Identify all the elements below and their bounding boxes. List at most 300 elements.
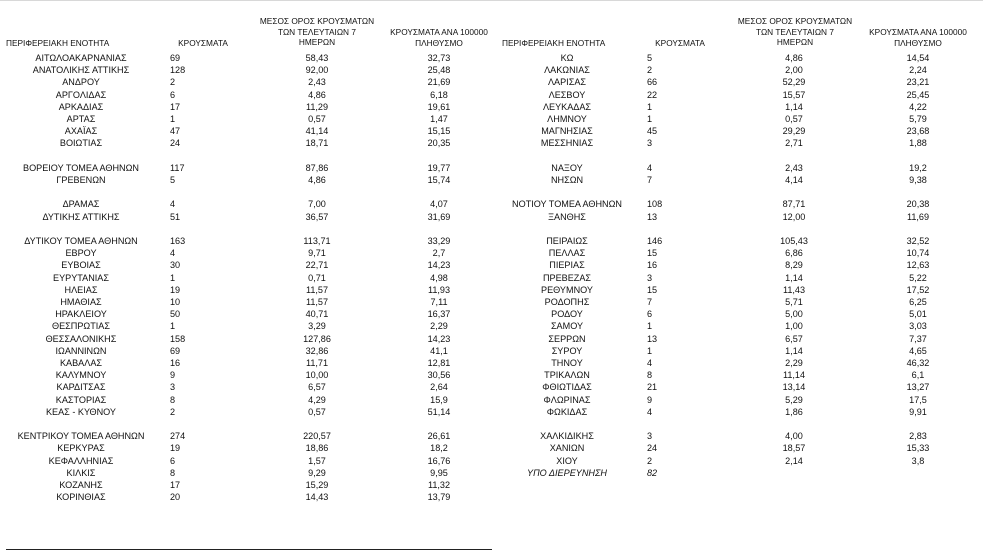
per-100000-cell: 32,73 [427, 53, 451, 63]
region-cell: ΑΡΓΟΛΙΔΑΣ [55, 89, 107, 100]
cases-cell: 19 [170, 284, 181, 295]
table-row [0, 442, 497, 454]
table-row [497, 467, 983, 479]
average-cell: 11,43 [782, 284, 806, 295]
region-cell: ΚΟΡΙΝΘΙΑΣ [56, 492, 106, 503]
cases-cell: 7 [647, 297, 653, 307]
average-cell: 220,57 [303, 431, 331, 442]
per-100000-cell: 14,23 [427, 333, 451, 344]
cases-cell: 17 [170, 480, 181, 490]
per-100000-cell: 1,88 [909, 138, 927, 149]
per-100000-cell: 4,98 [430, 272, 448, 283]
per-100000-cell: 2,24 [909, 65, 927, 76]
average-cell: 29,29 [782, 126, 806, 137]
average-cell: 52,29 [782, 77, 806, 88]
per-100000-cell: 4,07 [430, 199, 448, 210]
per-100000-cell: 5,22 [909, 272, 927, 283]
per-100000-cell: 32,52 [906, 236, 930, 246]
average-cell: 14,43 [305, 492, 329, 503]
average-cell: 105,43 [780, 236, 808, 246]
average-cell: 22,71 [305, 260, 329, 271]
table-row [497, 101, 983, 113]
average-cell: 0,57 [785, 114, 803, 124]
average-cell: 9,29 [308, 467, 326, 478]
table-row [0, 406, 497, 418]
cases-cell: 15 [647, 248, 658, 259]
per-100000-cell: 6,18 [430, 89, 448, 100]
region-cell: ΠΙΕΡΙΑΣ [549, 260, 585, 271]
region-cell: ΜΕΣΣΗΝΙΑΣ [540, 138, 594, 149]
per-100000-cell: 9,91 [909, 406, 927, 417]
cases-cell: 158 [170, 333, 186, 344]
table-row [0, 52, 497, 64]
region-cell: ΚΑΡΔΙΤΣΑΣ [56, 382, 106, 393]
per-100000-cell: 11,32 [427, 480, 451, 490]
cases-cell: 24 [170, 138, 181, 149]
table-row [497, 369, 983, 381]
per-100000-cell: 20,35 [427, 138, 451, 149]
region-cell: ΜΑΓΝΗΣΙΑΣ [541, 126, 593, 137]
per-100000-cell: 2,7 [432, 248, 446, 259]
region-cell: ΠΕΙΡΑΙΩΣ [546, 236, 588, 246]
per-100000-cell: 30,56 [427, 370, 451, 381]
per-100000-cell: 19,2 [909, 162, 927, 173]
table-row [497, 308, 983, 320]
table-row [0, 64, 497, 76]
bottom-rule [6, 549, 492, 550]
header-region: ΠΕΡΙΦΕΡΕΙΑΚΗ ΕΝΟΤΗΤΑ [502, 38, 606, 48]
cases-cell: 66 [647, 77, 658, 88]
header-cases: ΚΡΟΥΣΜΑΤΑ [655, 38, 705, 48]
cases-cell: 8 [170, 467, 176, 478]
average-cell: 4,86 [785, 53, 803, 63]
table-row [497, 394, 983, 406]
table-row [0, 259, 497, 271]
region-cell: ΘΕΣΠΡΩΤΙΑΣ [52, 321, 110, 332]
region-cell: ΕΒΡΟΥ [65, 248, 97, 259]
table-row [497, 89, 983, 101]
average-cell: 4,14 [785, 175, 803, 185]
table-row [0, 247, 497, 259]
region-cell: ΧΙΟΥ [556, 455, 578, 466]
average-cell: 58,43 [305, 53, 329, 63]
per-100000-cell: 15,33 [906, 443, 930, 454]
region-cell: ΔΥΤΙΚΗΣ ΑΤΤΙΚΗΣ [42, 211, 120, 222]
cases-cell: 4 [647, 406, 653, 417]
average-cell: 127,86 [303, 333, 331, 344]
average-cell: 0,57 [308, 114, 326, 124]
region-cell: ΚΑΣΤΟΡΙΑΣ [55, 394, 107, 405]
cases-cell: 22 [647, 89, 658, 100]
cases-cell: 69 [170, 53, 181, 63]
average-cell: 2,29 [785, 358, 803, 368]
header-average-7-days [730, 16, 860, 48]
table-row [497, 211, 983, 223]
table-row [0, 174, 497, 186]
cases-cell: 5 [170, 175, 176, 185]
cases-cell: 17 [170, 101, 181, 112]
header-per-100000-line: ΠΛΗΘΥΣΜΟ [415, 37, 463, 48]
per-100000-cell: 7,37 [909, 333, 927, 344]
cases-cell: 146 [647, 236, 663, 246]
per-100000-cell: 4,22 [909, 101, 927, 112]
table-row [497, 345, 983, 357]
per-100000-cell: 7,11 [430, 297, 448, 307]
region-cell: ΚΙΛΚΙΣ [66, 467, 96, 478]
region-cell: ΣΕΡΡΩΝ [548, 333, 586, 344]
cases-cell: 6 [170, 455, 176, 466]
cases-cell: 4 [170, 199, 176, 210]
table-row [497, 357, 983, 369]
table-row [497, 137, 983, 149]
region-cell: ΧΑΝΙΩΝ [549, 443, 585, 454]
region-cell: ΚΕΦΑΛΛΗΝΙΑΣ [48, 455, 114, 466]
per-100000-cell: 3,8 [911, 455, 925, 466]
average-cell: 41,14 [305, 126, 329, 137]
header-per-100000 [857, 27, 979, 48]
region-cell: ΔΥΤΙΚΟΥ ΤΟΜΕΑ ΑΘΗΝΩΝ [24, 236, 138, 246]
region-cell: ΠΕΛΛΑΣ [548, 248, 586, 259]
table-row [497, 162, 983, 174]
average-cell: 1,14 [785, 345, 803, 356]
per-100000-cell: 23,21 [906, 77, 930, 88]
per-100000-cell: 21,69 [427, 77, 451, 88]
per-100000-cell: 4,65 [909, 345, 927, 356]
average-cell: 11,29 [305, 101, 329, 112]
per-100000-cell: 31,69 [427, 211, 451, 222]
cases-cell: 24 [647, 443, 658, 454]
table-row [497, 430, 983, 442]
region-cell: ΑΡΚΑΔΙΑΣ [58, 101, 104, 112]
table-row [0, 491, 497, 503]
region-cell: ΦΘΙΩΤΙΔΑΣ [542, 382, 592, 393]
per-100000-cell: 13,79 [427, 492, 451, 503]
region-cell: ΗΡΑΚΛΕΙΟΥ [55, 309, 107, 320]
table-row [0, 357, 497, 369]
table-row [0, 430, 497, 442]
table-row [497, 284, 983, 296]
cases-cell: 4 [170, 248, 176, 259]
table-row [0, 284, 497, 296]
average-cell: 15,29 [305, 480, 329, 490]
per-100000-cell: 5,01 [909, 309, 927, 320]
table-row [0, 162, 497, 174]
average-cell: 1,57 [308, 455, 326, 466]
cases-cell: 4 [647, 162, 653, 173]
region-cell: ΔΡΑΜΑΣ [62, 199, 100, 210]
region-cell: ΝΗΣΩΝ [550, 175, 584, 185]
per-100000-cell: 25,45 [906, 89, 930, 100]
table-row [0, 296, 497, 308]
cases-cell: 274 [170, 431, 186, 442]
per-100000-cell: 13,27 [906, 382, 930, 393]
region-cell: ΚΕΑΣ - ΚΥΘΝΟΥ [45, 406, 116, 417]
cases-cell: 1 [647, 321, 653, 332]
table-row [497, 76, 983, 88]
header-region: ΠΕΡΙΦΕΡΕΙΑΚΗ ΕΝΟΤΗΤΑ [6, 38, 110, 48]
cases-cell: 2 [647, 65, 653, 76]
cases-cell: 47 [170, 126, 181, 137]
average-cell: 6,86 [785, 248, 803, 259]
cases-cell: 1 [170, 114, 176, 124]
per-100000-cell: 33,29 [427, 236, 451, 246]
cases-cell: 51 [170, 211, 181, 222]
average-cell: 2,14 [785, 455, 803, 466]
region-cell: ΝΑΞΟΥ [551, 162, 583, 173]
average-cell: 1,86 [785, 406, 803, 417]
per-100000-cell: 5,79 [909, 114, 927, 124]
top-border [0, 0, 983, 1]
average-cell: 11,14 [782, 370, 806, 381]
average-cell: 87,86 [305, 162, 329, 173]
region-cell: ΑΙΤΩΛΟΑΚΑΡΝΑΝΙΑΣ [35, 53, 127, 63]
average-cell: 40,71 [305, 309, 329, 320]
region-cell: ΑΝΑΤΟΛΙΚΗΣ ΑΤΤΙΚΗΣ [32, 65, 130, 76]
region-cell: ΙΩΑΝΝΙΝΩΝ [55, 345, 107, 356]
average-cell: 92,00 [305, 65, 329, 76]
region-cell: ΚΑΛΥΜΝΟΥ [55, 370, 107, 381]
cases-cell: 6 [647, 309, 653, 320]
cases-cell: 69 [170, 345, 181, 356]
region-cell: ΚΑΒΑΛΑΣ [59, 358, 103, 368]
region-cell: ΚΕΝΤΡΙΚΟΥ ΤΟΜΕΑ ΑΘΗΝΩΝ [17, 431, 145, 442]
average-cell: 1,14 [785, 101, 803, 112]
region-cell: ΤΡΙΚΑΛΩΝ [544, 370, 590, 381]
average-cell: 113,71 [303, 236, 331, 246]
cases-cell: 15 [647, 284, 658, 295]
region-cell: ΧΑΛΚΙΔΙΚΗΣ [540, 431, 594, 442]
region-cell: ΠΡΕΒΕΖΑΣ [542, 272, 592, 283]
table-row [0, 455, 497, 467]
table-row [0, 137, 497, 149]
average-cell: 2,71 [785, 138, 803, 149]
average-cell: 3,29 [308, 321, 326, 332]
average-cell: 1,00 [785, 321, 803, 332]
table-row [0, 369, 497, 381]
header-average-7-days [252, 16, 382, 48]
table-row [497, 455, 983, 467]
per-100000-cell: 1,47 [430, 114, 448, 124]
cases-cell: 4 [647, 358, 653, 368]
per-100000-cell: 14,54 [906, 53, 930, 63]
region-cell: ΥΠΟ ΔΙΕΡΕΥΝΗΣΗ [527, 467, 607, 478]
per-100000-cell: 17,52 [906, 284, 930, 295]
per-100000-cell: 15,9 [430, 394, 448, 405]
average-cell: 18,86 [305, 443, 329, 454]
cases-cell: 6 [170, 89, 176, 100]
cases-cell: 9 [170, 370, 176, 381]
cases-cell: 2 [647, 455, 653, 466]
average-cell: 5,00 [785, 309, 803, 320]
cases-cell: 2 [170, 77, 176, 88]
cases-cell: 21 [647, 382, 658, 393]
header-cases: ΚΡΟΥΣΜΑΤΑ [178, 38, 228, 48]
header-per-100000-line: ΚΡΟΥΣΜΑΤΑ ΑΝΑ 100000 [390, 27, 488, 37]
per-100000-cell: 11,69 [906, 211, 930, 222]
average-cell: 8,29 [785, 260, 803, 271]
average-cell: 13,14 [782, 382, 806, 393]
table-row [0, 89, 497, 101]
cases-cell: 7 [647, 175, 653, 185]
region-cell: ΛΕΥΚΑΔΑΣ [542, 101, 592, 112]
per-100000-cell: 14,23 [427, 260, 451, 271]
average-cell: 4,00 [785, 431, 803, 442]
region-cell: ΑΧΑΪΑΣ [64, 126, 98, 137]
table-row [0, 235, 497, 247]
per-100000-cell: 15,74 [427, 175, 451, 185]
per-100000-cell: 9,95 [430, 467, 448, 478]
average-cell: 1,14 [785, 272, 803, 283]
region-cell: ΑΝΔΡΟΥ [62, 77, 100, 88]
region-cell: ΕΥΒΟΙΑΣ [61, 260, 101, 271]
per-100000-cell: 19,77 [427, 162, 451, 173]
cases-cell: 9 [647, 394, 653, 405]
region-cell: ΦΩΚΙΔΑΣ [546, 406, 588, 417]
per-100000-cell: 6,1 [911, 370, 925, 381]
cases-cell: 1 [170, 272, 176, 283]
table-row [0, 320, 497, 332]
per-100000-cell: 12,81 [427, 358, 451, 368]
region-cell: ΚΩ [560, 53, 574, 63]
average-cell: 9,71 [308, 248, 326, 259]
table-row [497, 259, 983, 271]
average-cell: 11,57 [305, 297, 329, 307]
per-100000-cell: 16,76 [427, 455, 451, 466]
table-row [497, 174, 983, 186]
table-row [497, 198, 983, 210]
region-cell: ΛΑΡΙΣΑΣ [547, 77, 587, 88]
per-100000-cell: 12,63 [906, 260, 930, 271]
average-cell: 87,71 [782, 199, 806, 210]
region-cell: ΘΕΣΣΑΛΟΝΙΚΗΣ [45, 333, 117, 344]
table-row [497, 381, 983, 393]
region-cell: ΦΛΩΡΙΝΑΣ [543, 394, 591, 405]
region-cell: ΡΟΔΟΠΗΣ [544, 297, 590, 307]
table-row [0, 272, 497, 284]
average-cell: 4,86 [308, 89, 326, 100]
table-row [0, 101, 497, 113]
header-average-line: ΤΩΝ ΤΕΛΕΥΤΑΙΩΝ 7 [278, 26, 356, 37]
table-row [497, 64, 983, 76]
average-cell: 36,57 [305, 211, 329, 222]
cases-cell: 16 [170, 358, 181, 368]
average-cell: 11,57 [305, 284, 329, 295]
cases-cell: 1 [647, 114, 653, 124]
cases-cell: 1 [647, 101, 653, 112]
per-100000-cell: 9,38 [909, 175, 927, 185]
cases-cell: 3 [647, 138, 653, 149]
header-per-100000-line: ΚΡΟΥΣΜΑΤΑ ΑΝΑ 100000 [869, 27, 967, 37]
table-row [0, 211, 497, 223]
cases-cell: 45 [647, 126, 658, 137]
table-row [0, 479, 497, 491]
region-cell: ΣΥΡΟΥ [551, 345, 583, 356]
region-cell: ΡΟΔΟΥ [551, 309, 583, 320]
per-100000-cell: 2,64 [430, 382, 448, 393]
table-row [497, 320, 983, 332]
region-cell: ΤΗΝΟΥ [551, 358, 583, 368]
per-100000-cell: 51,14 [427, 406, 451, 417]
cases-cell: 16 [647, 260, 658, 271]
average-cell: 2,43 [308, 77, 326, 88]
per-100000-cell: 2,29 [430, 321, 448, 332]
per-100000-cell: 11,93 [427, 284, 451, 295]
cases-cell: 10 [170, 297, 181, 307]
average-cell: 4,86 [308, 175, 326, 185]
cases-cell: 3 [647, 272, 653, 283]
region-cell: ΛΑΚΩΝΙΑΣ [544, 65, 590, 76]
cases-cell: 13 [647, 333, 658, 344]
table-row [0, 113, 497, 125]
table-row [497, 272, 983, 284]
average-cell: 2,43 [785, 162, 803, 173]
region-cell: ΒΟΡΕΙΟΥ ΤΟΜΕΑ ΑΘΗΝΩΝ [23, 162, 139, 173]
header-per-100000 [378, 27, 500, 48]
cases-cell: 19 [170, 443, 181, 454]
cases-cell: 1 [647, 345, 653, 356]
average-cell: 2,00 [785, 65, 803, 76]
header-average-line: ΗΜΕΡΩΝ [776, 37, 814, 47]
header-average-line: ΤΩΝ ΤΕΛΕΥΤΑΙΩΝ 7 [756, 26, 834, 37]
per-100000-cell: 6,25 [909, 297, 927, 307]
region-cell: ΣΑΜΟΥ [550, 321, 584, 332]
cases-cell: 128 [170, 65, 186, 76]
cases-cell: 30 [170, 260, 181, 271]
table-row [497, 296, 983, 308]
per-100000-cell: 18,2 [430, 443, 448, 454]
table-row [497, 235, 983, 247]
cases-cell: 2 [170, 406, 176, 417]
table-row [497, 406, 983, 418]
average-cell: 5,71 [785, 297, 803, 307]
average-cell: 15,57 [782, 89, 806, 100]
table-row [497, 113, 983, 125]
average-cell: 12,00 [782, 211, 806, 222]
per-100000-cell: 23,68 [906, 126, 930, 137]
region-cell: ΡΕΘΥΜΝΟΥ [541, 284, 593, 295]
per-100000-cell: 46,32 [906, 358, 930, 368]
region-cell: ΕΥΡΥΤΑΝΙΑΣ [53, 272, 109, 283]
region-cell: ΗΛΕΙΑΣ [64, 284, 98, 295]
table-row [0, 467, 497, 479]
per-100000-cell: 20,38 [906, 199, 930, 210]
region-cell: ΚΟΖΑΝΗΣ [59, 480, 103, 490]
average-cell: 11,71 [305, 358, 329, 368]
cases-cell: 108 [647, 199, 663, 210]
table-row [497, 442, 983, 454]
header-average-line: ΜΕΣΟΣ ΟΡΟΣ ΚΡΟΥΣΜΑΤΩΝ [737, 16, 853, 26]
header-average-line: ΗΜΕΡΩΝ [298, 37, 336, 47]
region-cell: ΒΟΙΩΤΙΑΣ [59, 138, 103, 149]
table-row [0, 381, 497, 393]
average-cell: 4,29 [308, 394, 326, 405]
region-cell: ΗΜΑΘΙΑΣ [60, 297, 102, 307]
cases-cell: 1 [170, 321, 176, 332]
average-cell: 10,00 [305, 370, 329, 381]
table-row [0, 198, 497, 210]
per-100000-cell: 19,61 [427, 101, 451, 112]
cases-cell: 3 [647, 431, 653, 442]
average-cell: 0,71 [308, 272, 326, 283]
table-row [0, 125, 497, 137]
table-row [0, 308, 497, 320]
cases-cell: 82 [647, 467, 658, 478]
per-100000-cell: 16,37 [427, 309, 451, 320]
per-100000-cell: 26,61 [427, 431, 451, 442]
table-row [497, 247, 983, 259]
region-cell: ΞΑΝΘΗΣ [548, 211, 586, 222]
region-cell: ΛΗΜΝΟΥ [547, 114, 587, 124]
